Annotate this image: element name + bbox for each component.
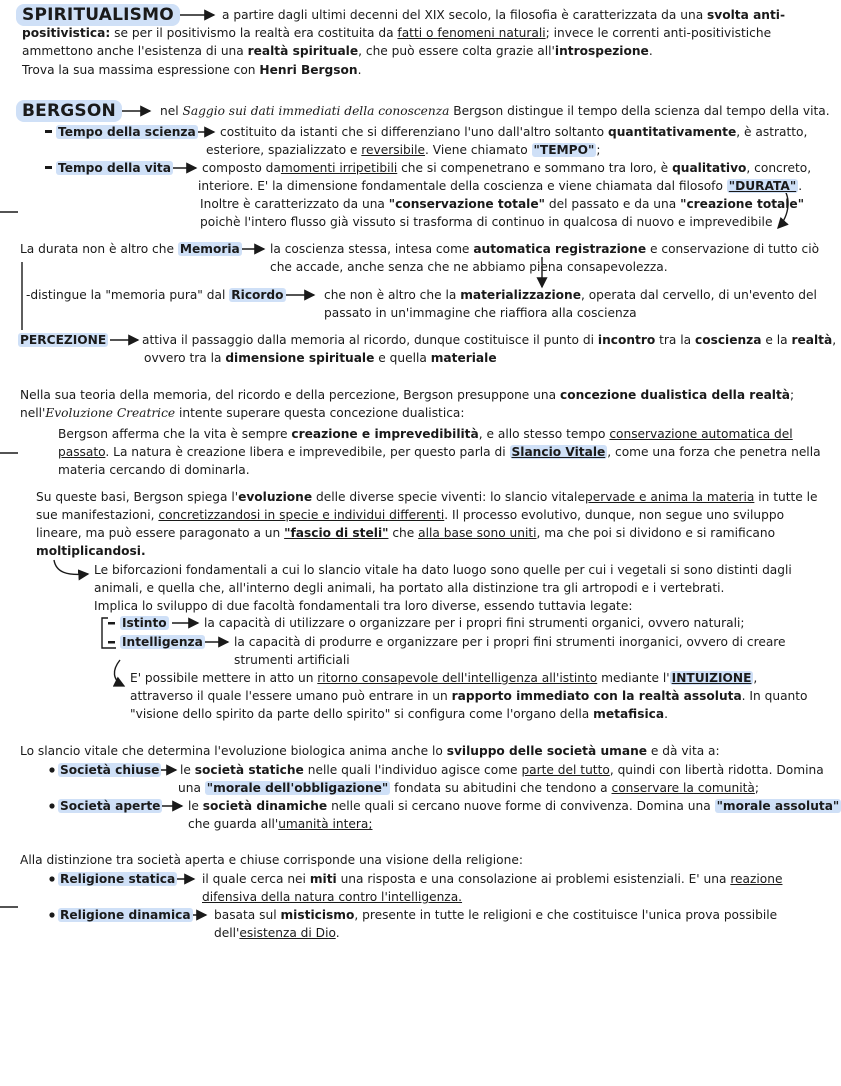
ricordo-line-2: passato in un'immagine che riaffiora alla coscienza [324, 306, 637, 320]
teoria-line-1: Nella sua teoria della memoria, del ricordo e della percezione, Bergson presuppone una concezione dualistica della realtà; [20, 388, 795, 402]
spiritualismo-line-4: Trova la sua massima espressione con Henri Bergson. [22, 63, 362, 77]
bullet-dash-vita [45, 166, 52, 169]
religione-statica-line-2: difensiva della natura contro l'intelligenza. [202, 890, 463, 904]
religione-statica-line-1: il quale cerca nei miti una risposta e una consolazione ai problemi esistenziali. E' una reazione [202, 872, 783, 886]
biforcazioni-line-3: Implica lo sviluppo di due facoltà fondamentali tra loro diverse, essendo tuttavia legate: [94, 599, 633, 613]
memoria-line-1: La durata non è altro che Memoria [20, 242, 240, 256]
intuizione-line-3: "visione dello spirito da parte dello spirito" si configura come l'organo della metafisica. [130, 707, 668, 721]
religione-dinamica-line-1: basata sul misticismo, presente in tutte le religioni e che costituisce l'unica prova possibile [214, 908, 778, 922]
vita-creazione-line-1: Bergson afferma che la vita è sempre creazione e imprevedibilità, e allo stesso tempo conservazione automatica del [58, 427, 793, 441]
bullet-dash-scienza [45, 130, 52, 133]
curve-intuizione [114, 660, 124, 686]
tempo-vita-line-2: interiore. E' la dimensione fondamentale della coscienza e viene chiamata dal filosofo "DURATA" . [198, 179, 803, 193]
biforcazioni-line-1: Le biforcazioni fondamentali a cui lo slancio vitale ha dato luogo sono quelle per cui i vegetali si sono distinti dagli [94, 563, 792, 577]
evoluzione-line-2: sue manifestazioni, concretizzandosi in specie e individui differenti. Il processo evolutivo, dunque, non segue uno sviluppo [36, 508, 785, 522]
intelligenza-text-1: la capacità di produrre e organizzare per i propri fini strumenti inorganici, ovvero di creare [234, 635, 786, 649]
societa-intro: Lo slancio vitale che determina l'evoluzione biologica anima anche lo sviluppo delle società umane e dà vita a: [20, 744, 720, 758]
religione-statica-label: Religione statica [60, 872, 176, 886]
religione-dinamica-line-2: dell'esistenza di Dio. [214, 926, 340, 940]
spiritualismo-line-3: ammettono anche l'esistenza di una realtà spirituale, che può essere colta grazie all'introspezione. [22, 44, 653, 58]
bullet-dash-intelligenza [108, 641, 115, 644]
bergson-title: BERGSON [16, 100, 122, 122]
vita-creazione-line-2: passato. La natura è creazione libera e imprevedibile, per questo parla di Slancio Vitale , come una forza che penetra nella [58, 445, 821, 459]
societa-aperte-line-1: le società dinamiche nelle quali si cercano nuove forme di convivenza. Domina una "morale assoluta" [188, 799, 840, 813]
percezione-label: PERCEZIONE [20, 333, 107, 347]
evoluzione-line-3: lineare, ma può essere paragonato a un "fascio di steli" che alla base sono uniti, ma che poi si dividono e si ramificano [36, 526, 776, 540]
bergson-intro: nel Saggio sui dati immediati della conoscenza Bergson distingue il tempo della scienza dal tempo della vita. [160, 104, 830, 118]
societa-chiuse-label: Società chiuse [60, 763, 160, 777]
istinto-text: la capacità di utilizzare o organizzare per i propri fini strumenti organici, ovvero naturali; [204, 616, 745, 630]
bullet-dash-istinto [108, 622, 115, 625]
intuizione-line-1: E' possibile mettere in atto un ritorno consapevole dell'intelligenza all'istinto mediante l' INTUIZIONE , [130, 671, 758, 685]
bullet-dot-dinamica [49, 912, 54, 917]
tempo-scienza-label: Tempo della scienza [58, 125, 196, 139]
biforcazioni-line-2: animali, e quella che, all'interno degli animali, ha portato alla distinzione tra gli artropodi e i vertebrati. [94, 581, 725, 595]
vita-creazione-line-3: materia cercando di dominarla. [58, 463, 250, 477]
intelligenza-label: Intelligenza [122, 635, 203, 649]
ricordo-line-1: -distingue la "memoria pura" dal Ricordo [26, 288, 284, 302]
tempo-vita-line-1: composto damomenti irripetibili che si compenetrano e sommano tra loro, è qualitativo, concreto, [202, 161, 812, 175]
evoluzione-line-4: moltiplicandosi. [36, 544, 146, 558]
religione-dinamica-label: Religione dinamica [60, 908, 191, 922]
memoria-line-1b: la coscienza stessa, intesa come automatica registrazione e conservazione di tutto ciò [270, 242, 820, 256]
intuizione-line-2: attraverso il quale l'essere umano può entrare in un rapporto immediato con la realtà assoluta. In quanto [130, 689, 808, 703]
bullet-dot-aperte [49, 803, 54, 808]
istinto-label: Istinto [122, 616, 167, 630]
societa-chiuse-line-2: una "morale dell'obbligazione" fondata su abitudini che tendono a conservare la comunità; [178, 781, 759, 795]
percezione-line-2: ovvero tra la dimensione spirituale e quella materiale [144, 351, 497, 365]
tempo-scienza-line-2: esteriore, spazializzato e reversibile. Viene chiamato "TEMPO" ; [206, 143, 601, 157]
curve-biforcazioni [54, 560, 88, 574]
tempo-vita-label: Tempo della vita [58, 161, 171, 175]
societa-chiuse-line-1: le società statiche nelle quali l'individuo agisce come parte del tutto, quindi con libertà ridotta. Domina [180, 763, 824, 777]
tempo-vita-line-3: Inoltre è caratterizzato da una "conservazione totale" del passato e da una "creazione totale" [200, 197, 805, 211]
societa-aperte-label: Società aperte [60, 799, 161, 813]
evoluzione-line-1: Su queste basi, Bergson spiega l'evoluzione delle diverse specie viventi: lo slancio vitalepervade e anima la materia in tutte le [36, 490, 818, 504]
teoria-line-2: nell'Evoluzione Creatrice intente superare questa concezione dualistica: [20, 406, 465, 420]
ricordo-line-1b: che non è altro che la materializzazione, operata dal cervello, di un'evento del [324, 288, 817, 302]
societa-aperte-line-2: che guarda all'umanità intera; [188, 817, 373, 831]
spiritualismo-line-1: a partire dagli ultimi decenni del XIX secolo, la filosofia è caratterizzata da una svolta anti- [222, 8, 786, 22]
intelligenza-text-2: strumenti artificiali [234, 653, 350, 667]
religione-intro: Alla distinzione tra società aperta e chiuse corrisponde una visione della religione: [20, 853, 523, 867]
percezione-line-1: attiva il passaggio dalla memoria al ricordo, dunque costituisce il punto di incontro tra la coscienza e la realtà, [142, 333, 837, 347]
bullet-dot-statica [49, 876, 54, 881]
spiritualismo-line-2: positivistica: se per il positivismo la realtà era costituita da fatti o fenomeni naturali; invece le correnti anti-positivistiche [22, 26, 772, 40]
tempo-vita-line-4: poichè l'intero flusso già vissuto si trasforma di continuo in qualcosa di nuovo e imprevedibile [200, 215, 773, 229]
tempo-scienza-line-1: costituito da istanti che si differenziano l'uno dall'altro soltanto quantitativamente, è astratto, [220, 125, 808, 139]
memoria-line-2: che accade, anche senza che ne abbiamo piena consapevolezza. [270, 260, 668, 274]
bullet-dot-chiuse [49, 767, 54, 772]
spiritualismo-title: SPIRITUALISMO [16, 4, 180, 26]
